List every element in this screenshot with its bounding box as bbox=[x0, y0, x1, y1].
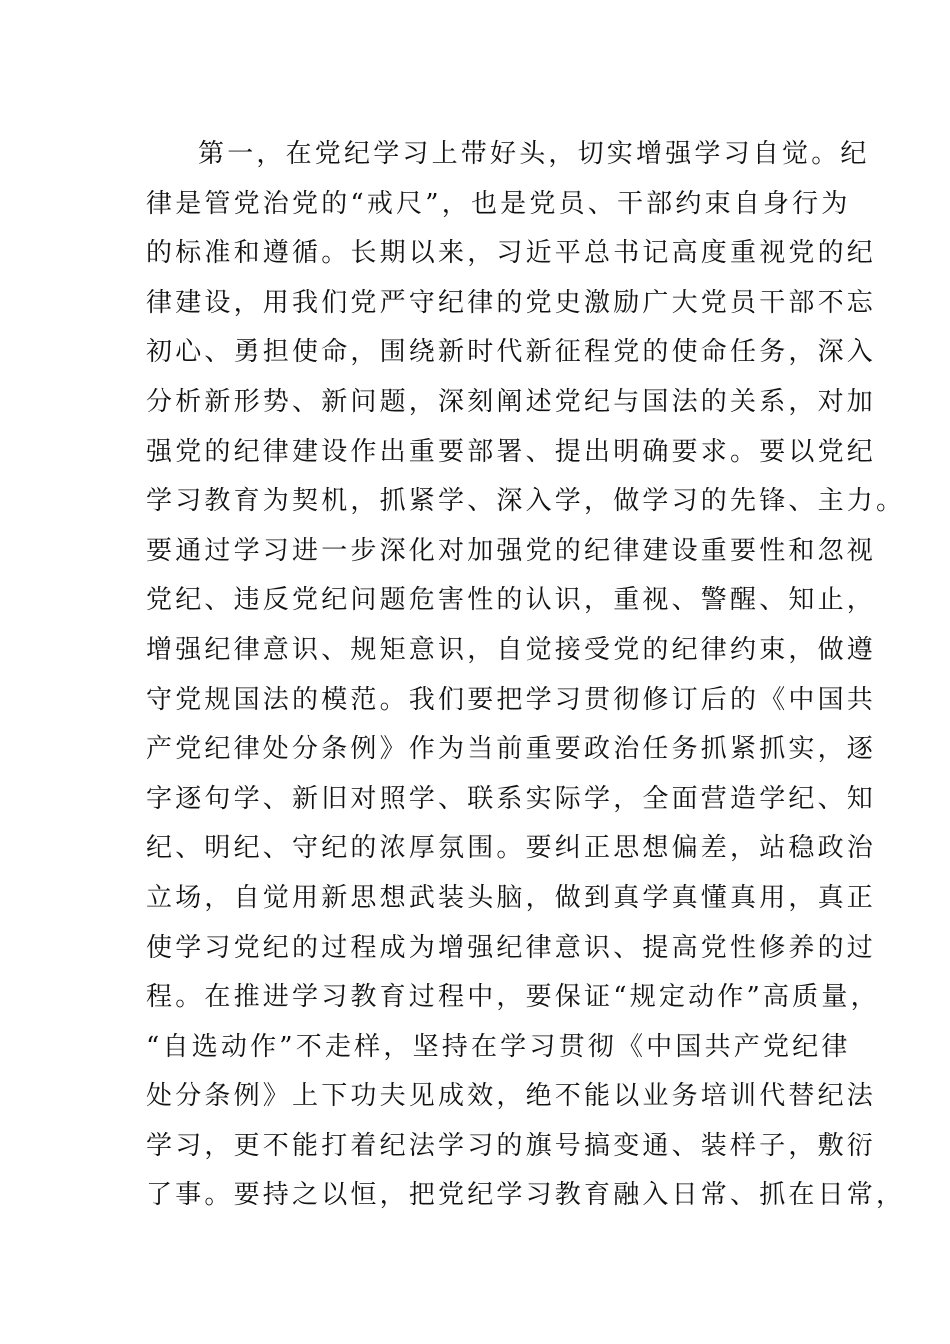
text-line: 程。在推进学习教育过程中，要保证“规定动作”高质量， bbox=[146, 982, 880, 1013]
text-line: 律建设，用我们党严守纪律的党史激励广大党员干部不忘 bbox=[146, 287, 877, 318]
body-paragraph bbox=[146, 130, 906, 1221]
text-line: 第一，在党纪学习上带好头，切实增强学习自觉。纪 bbox=[198, 139, 870, 169]
text-line: 了事。要持之以恒，把党纪学习教育融入日常、抓在日常， bbox=[146, 1180, 906, 1211]
text-line: 的标准和遵循。长期以来，习近平总书记高度重视党的纪 bbox=[146, 238, 877, 269]
text-line: 初心、勇担使命，围绕新时代新征程党的使命任务，深入 bbox=[146, 337, 877, 368]
text-line: 纪、明纪、守纪的浓厚氛围。要纠正思想偏差，站稳政治 bbox=[146, 833, 877, 864]
text-line: 学习教育为契机，抓紧学、深入学，做学习的先锋、主力。 bbox=[146, 486, 906, 517]
text-line: 处分条例》上下功夫见成效，绝不能以业务培训代替纪法 bbox=[146, 1081, 877, 1112]
text-line: 产党纪律处分条例》作为当前重要政治任务抓紧抓实，逐 bbox=[146, 734, 877, 765]
text-line: 立场，自觉用新思想武装头脑，做到真学真懂真用，真正 bbox=[146, 882, 877, 913]
text-line: 学习，更不能打着纪法学习的旗号搞变通、装样子，敷衍 bbox=[146, 1130, 877, 1161]
text-line: “自选动作”不走样，坚持在学习贯彻《中国共产党纪律 bbox=[146, 1031, 851, 1062]
text-line: 分析新形势、新问题，深刻阐述党纪与国法的关系，对加 bbox=[146, 386, 877, 417]
text-line: 字逐句学、新旧对照学、联系实际学，全面营造学纪、知 bbox=[146, 783, 877, 814]
text-line: 增强纪律意识、规矩意识，自觉接受党的纪律约束，做遵 bbox=[146, 634, 877, 665]
text-line: 党纪、违反党纪问题危害性的认识，重视、警醒、知止， bbox=[146, 585, 877, 616]
text-line: 使学习党纪的过程成为增强纪律意识、提高党性修养的过 bbox=[146, 932, 877, 963]
text-line: 要通过学习进一步深化对加强党的纪律建设重要性和忽视 bbox=[146, 535, 877, 566]
text-line: 守党规国法的模范。我们要把学习贯彻修订后的《中国共 bbox=[146, 684, 877, 715]
text-line: 强党的纪律建设作出重要部署、提出明确要求。要以党纪 bbox=[146, 436, 877, 467]
text-line: 律是管党治党的“戒尺”，也是党员、干部约束自身行为 bbox=[146, 188, 851, 219]
